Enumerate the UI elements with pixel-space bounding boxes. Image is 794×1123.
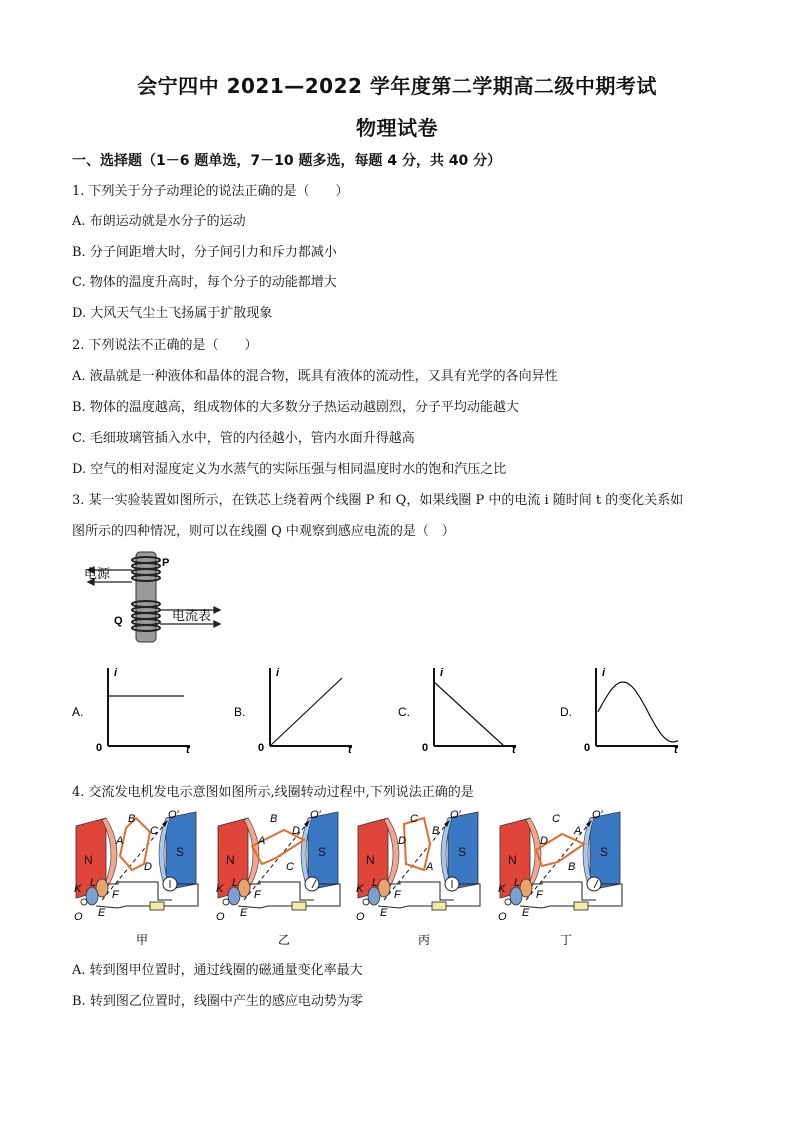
circuit-label: E xyxy=(240,907,248,919)
shaft-end xyxy=(505,899,511,905)
coil-corner-label: A xyxy=(426,861,434,873)
x-axis-label: t xyxy=(186,744,190,756)
coil-corner-label: D xyxy=(540,835,548,847)
graph-curve xyxy=(270,678,342,746)
question-2-option-a: A. 液晶就是一种液体和晶体的混合物，既具有液体的流动性，又具有光学的各向异性 xyxy=(72,369,558,384)
slip-ring-lower xyxy=(228,887,240,905)
circuit-label: E xyxy=(380,907,388,919)
graph-option-label: D. xyxy=(560,705,572,719)
ammeter-icon xyxy=(587,877,601,891)
generator-panel-2 xyxy=(214,804,354,958)
circuit-label: O xyxy=(498,911,507,923)
shaft-end xyxy=(81,899,87,905)
graph-option-label: B. xyxy=(234,705,246,719)
coil-p-label: P xyxy=(162,557,170,569)
circuit-label: K xyxy=(74,883,82,895)
axis-label: O′ xyxy=(592,809,603,821)
circuit-label: F xyxy=(112,889,119,901)
graph-curve xyxy=(598,682,678,742)
section-heading: 一、选择题（1－6 题单选，7－10 题多选，每题 4 分，共 40 分） xyxy=(72,153,502,169)
coil-corner-label: D xyxy=(292,825,300,837)
x-axis-label: t xyxy=(674,744,678,756)
question-4-stem: 4. 交流发电机发电示意图如图所示,线圈转动过程中,下列说法正确的是 xyxy=(72,785,474,800)
circuit-label: F xyxy=(394,889,401,901)
circuit-label: O xyxy=(74,911,83,923)
south-label: S xyxy=(318,845,327,859)
circuit-label: K xyxy=(498,883,506,895)
panel-caption: 乙 xyxy=(277,933,291,947)
circuit-label: F xyxy=(536,889,543,901)
y-axis-label: i xyxy=(440,667,444,679)
y-axis-label: i xyxy=(114,667,118,679)
circuit-label: K xyxy=(356,883,364,895)
ammeter-icon xyxy=(305,877,319,891)
graph-option-d xyxy=(560,660,690,764)
coil-corner-label: A xyxy=(258,835,266,847)
question-1-option-a: A. 布朗运动就是水分子的运动 xyxy=(72,214,246,229)
generator-panel-3 xyxy=(354,804,494,958)
graph-curve xyxy=(434,682,504,746)
resistor xyxy=(432,902,446,910)
y-axis-label: i xyxy=(602,667,606,679)
question-1-option-d: D. 大风天气尘土飞扬属于扩散现象 xyxy=(72,306,273,321)
coil-corner-label: B xyxy=(568,861,576,873)
circuit-label: O xyxy=(356,911,365,923)
question-4-option-a: A. 转到图甲位置时，通过线圈的磁通量变化率最大 xyxy=(72,963,363,978)
question-2-stem: 2. 下列说法不正确的是（ ） xyxy=(72,338,258,353)
origin-label: 0 xyxy=(584,742,591,754)
question-3-stem-line-1: 3. 某一实验装置如图所示，在铁芯上绕着两个线圈 P 和 Q，如果线圈 P 中的电流 i 随时间 t 的变化关系如 xyxy=(72,493,684,508)
question-2-option-b: B. 物体的温度越高，组成物体的大多数分子热运动越剧烈，分子平均动能越大 xyxy=(72,400,519,415)
coil-corner-label: A xyxy=(116,835,124,847)
iron-core-apparatus xyxy=(80,548,240,648)
coil-q-label: Q xyxy=(114,615,123,627)
generator-panel-1 xyxy=(72,804,212,958)
panel-caption: 丁 xyxy=(559,933,573,947)
coil-corner-label: B xyxy=(270,813,278,825)
coil-corner-label: B xyxy=(128,813,136,825)
south-label: S xyxy=(176,845,185,859)
coil-corner-label: D xyxy=(398,835,406,847)
coil-corner-label: A xyxy=(574,825,582,837)
graph-option-label: A. xyxy=(72,705,84,719)
x-axis-label: t xyxy=(348,744,352,756)
coil-corner-label: B xyxy=(432,825,440,837)
circuit-label: L xyxy=(514,877,521,889)
origin-label: 0 xyxy=(258,742,265,754)
y-axis-label: i xyxy=(276,667,280,679)
circuit-label: O xyxy=(216,911,225,923)
axis-label: O′ xyxy=(168,809,179,821)
origin-label: 0 xyxy=(96,742,103,754)
question-1-option-b: B. 分子间距增大时，分子间引力和斥力都减小 xyxy=(72,245,337,260)
circuit-label: L xyxy=(90,877,97,889)
slip-ring-lower xyxy=(368,887,380,905)
circuit-label: L xyxy=(232,877,239,889)
graph-option-label: C. xyxy=(398,705,410,719)
shaft-end xyxy=(223,899,229,905)
axis-label: O′ xyxy=(310,809,321,821)
iron-core xyxy=(136,552,156,642)
question-1-stem: 1. 下列关于分子动理论的说法正确的是（ ） xyxy=(72,184,349,199)
slip-ring-lower xyxy=(510,887,522,905)
south-label: S xyxy=(458,845,467,859)
coil-corner-label: C xyxy=(286,861,294,873)
origin-label: 0 xyxy=(422,742,429,754)
question-2-option-c: C. 毛细玻璃管插入水中，管的内径越小，管内水面升得越高 xyxy=(72,431,415,446)
circuit-label: E xyxy=(98,907,106,919)
coil-corner-label: C xyxy=(552,813,560,825)
panel-caption: 甲 xyxy=(135,933,149,947)
axis-label: O′ xyxy=(450,809,461,821)
north-label: N xyxy=(84,853,93,867)
south-label: S xyxy=(600,845,609,859)
question-1-option-c: C. 物体的温度升高时，每个分子的动能都增大 xyxy=(72,275,337,290)
question-4-option-b: B. 转到图乙位置时，线圈中产生的感应电动势为零 xyxy=(72,994,363,1009)
generator-panel-4 xyxy=(496,804,636,958)
circuit-label: K xyxy=(216,883,224,895)
coil-corner-label: D xyxy=(144,861,152,873)
resistor xyxy=(292,902,306,910)
question-3-stem-line-2: 图所示的四种情况，则可以在线圈 Q 中观察到感应电流的是（ ） xyxy=(72,524,455,539)
shaft-end xyxy=(363,899,369,905)
graph-option-b xyxy=(234,660,364,764)
exam-title: 会宁四中 2021—2022 学年度第二学期高二级中期考试 xyxy=(137,74,657,98)
coil-corner-label: C xyxy=(410,813,418,825)
circuit-label: E xyxy=(522,907,530,919)
resistor xyxy=(574,902,588,910)
north-label: N xyxy=(508,853,517,867)
north-label: N xyxy=(226,853,235,867)
north-label: N xyxy=(366,853,375,867)
source-label: 电源 xyxy=(84,566,111,581)
coil-corner-label: C xyxy=(150,825,158,837)
x-axis-label: t xyxy=(512,744,516,756)
question-2-option-d: D. 空气的相对湿度定义为水蒸气的实际压强与相同温度时水的饱和汽压之比 xyxy=(72,462,507,477)
graph-option-a xyxy=(72,660,202,764)
panel-caption: 丙 xyxy=(417,933,431,947)
resistor xyxy=(150,902,164,910)
meter-label: 电流表 xyxy=(172,608,212,623)
slip-ring-lower xyxy=(86,887,98,905)
graph-option-c xyxy=(398,660,528,764)
circuit-label: L xyxy=(372,877,379,889)
circuit-label: F xyxy=(254,889,261,901)
exam-subtitle: 物理试卷 xyxy=(356,116,438,140)
